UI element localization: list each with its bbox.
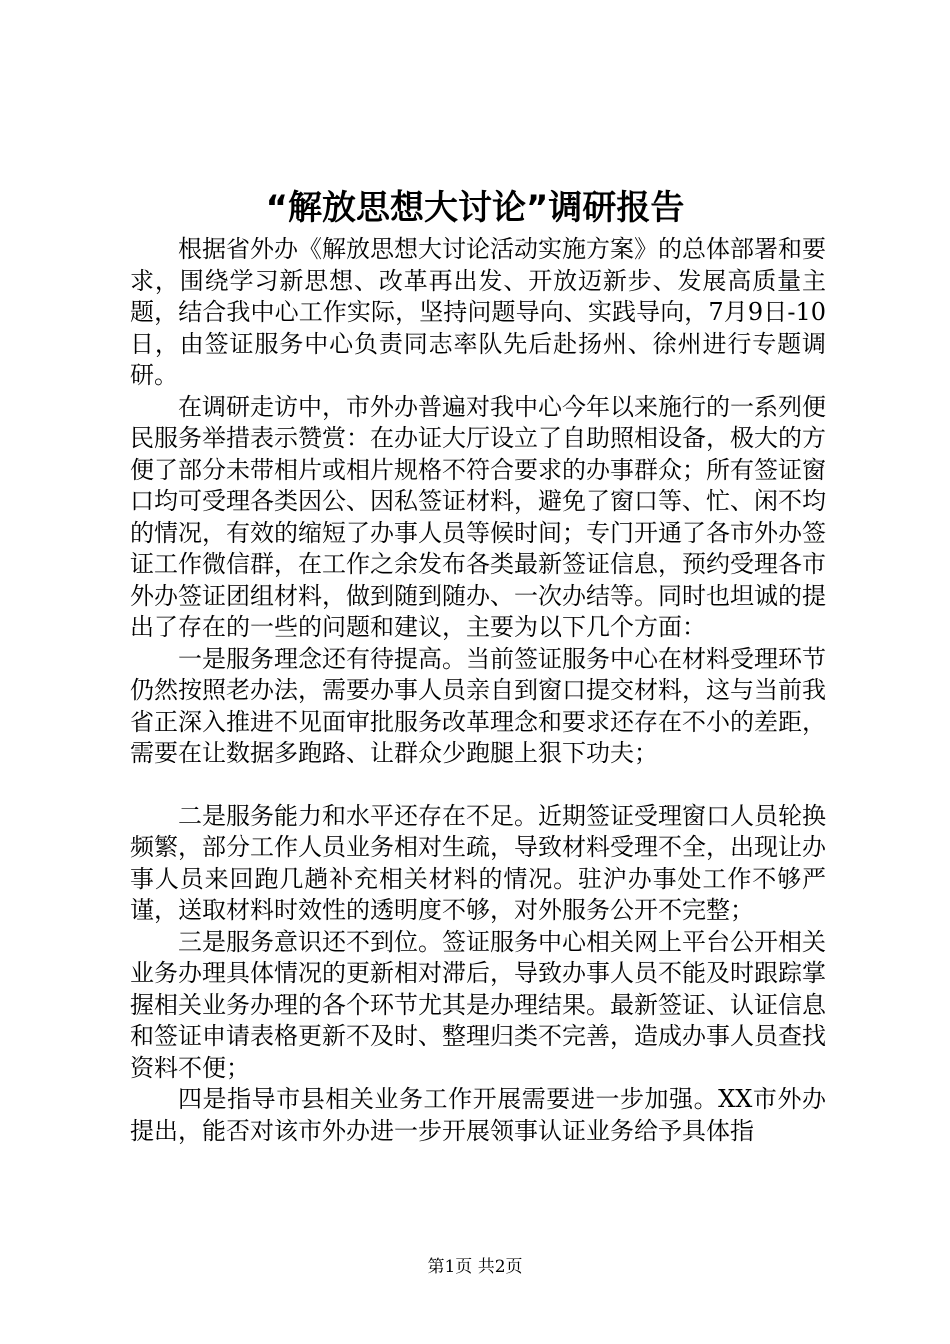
paragraph-survey: 在调研走访中，市外办普遍对我中心今年以来施行的一系列便民服务举措表示赞赏：在办证大厅设立了自助照相设备，极大的方便了部分未带相片或相片规格不符合要求的办事群众；所有签证窗口均可受理各类因公、因私签证材料，避免了窗口等、忙、闲不均的情况，有效的缩短了办事人员等候时间；专门开通了各市外办签证工作微信群，在工作之余发布各类最新签证信息，预约受理各市外办签证团组材料，做到随到随办、一次办结等。同时也坦诚的提出了存在的一些的问题和建议，主要为以下几个方面：	[130, 392, 826, 641]
paragraph-gap	[130, 770, 826, 801]
paragraph-point-three: 三是服务意识还不到位。签证服务中心相关网上平台公开相关业务办理具体情况的更新相对滞后，导致办事人员不能及时跟踪掌握相关业务办理的各个环节尤其是办理结果。最新签证、认证信息和签证申请表格更新不及时、整理归类不完善，造成办事人员查找资料不便；	[130, 927, 826, 1082]
document-title: “解放思想大讨论”调研报告	[265, 188, 685, 228]
paragraph-intro: 根据省外办《解放思想大讨论活动实施方案》的总体部署和要求，围绕学习新思想、改革再出发、开放迈新步、发展高质量主题，结合我中心工作实际，坚持问题导向、实践导向，7月9日-10日，由签证服务中心负责同志率队先后赴扬州、徐州进行专题调研。	[130, 235, 826, 389]
paragraph-point-four: 四是指导市县相关业务工作开展需要进一步加强。XX市外办提出，能否对该市外办进一步开展领事认证业务给予具体指	[130, 1085, 826, 1145]
paragraph-point-two: 二是服务能力和水平还存在不足。近期签证受理窗口人员轮换频繁，部分工作人员业务相对生疏，导致材料受理不全，出现让办事人员来回跑几趟补充相关材料的情况。驻沪办事处工作不够严谨，送取材料时效性的透明度不够，对外服务公开不完整；	[130, 801, 826, 924]
paragraph-point-one: 一是服务理念还有待提高。当前签证服务中心在材料受理环节仍然按照老办法，需要办事人员亲自到窗口提交材料，这与当前我省正深入推进不见面审批服务改革理念和要求还存在不小的差距，需要在让数据多跑路、让群众少跑腿上狠下功夫；	[130, 644, 826, 767]
document-body	[130, 234, 826, 1147]
page-number-footer: 第1页 共2页	[427, 1257, 523, 1277]
